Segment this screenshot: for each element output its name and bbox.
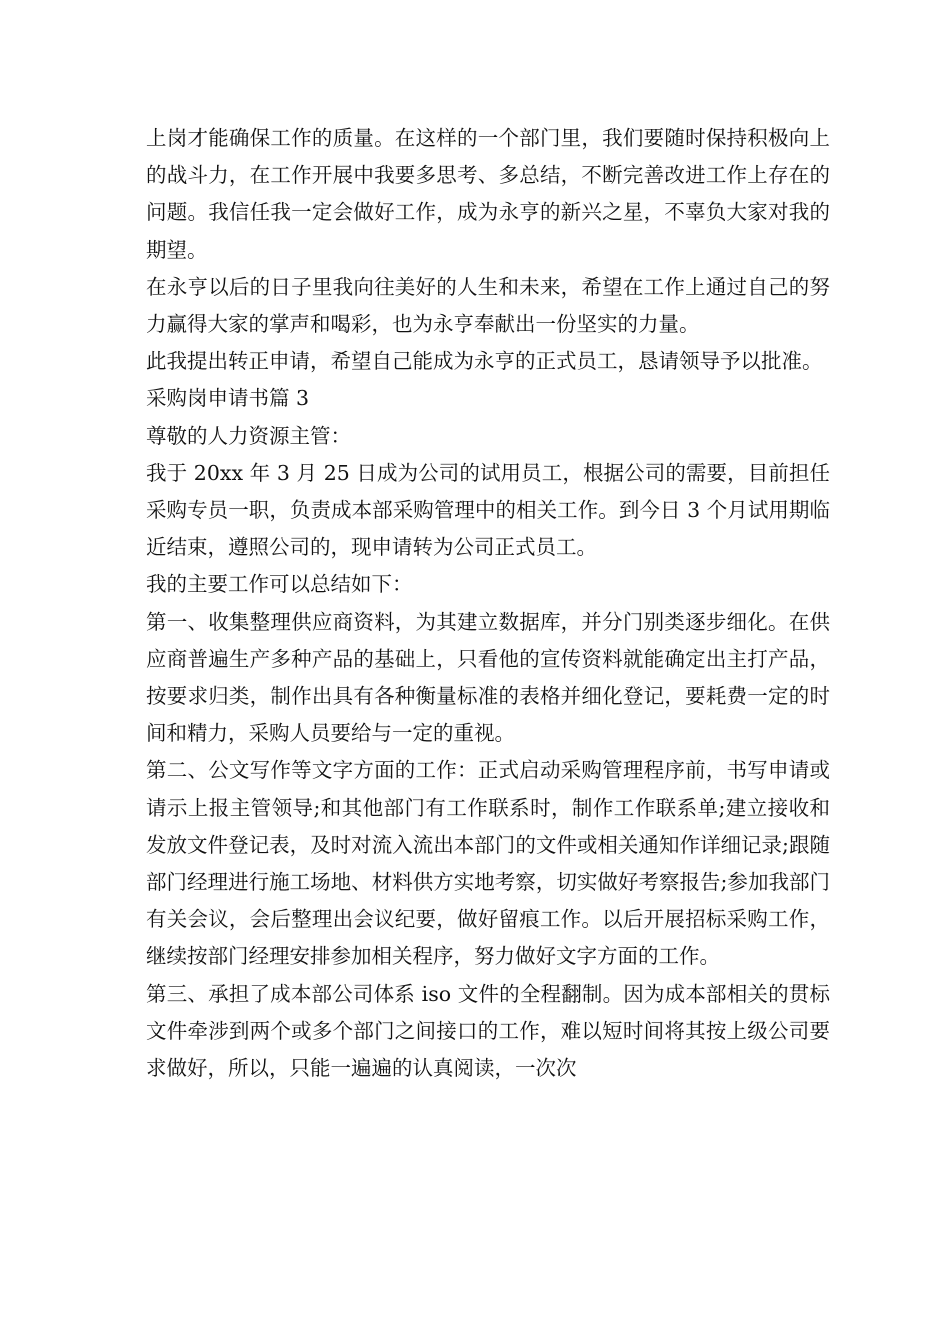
paragraph-quality-commitment: 上岗才能确保工作的质量。在这样的一个部门里，我们要随时保持积极向上的战斗力，在工作开展中我要多思考、多总结，不断完善改进工作上存在的问题。我信任我一定会做好工作，成为永亨的新兴之星，不辜负大家对我的期望。 xyxy=(146,126,830,262)
paragraph-future-hopes: 在永亨以后的日子里我向往美好的人生和未来，希望在工作上通过自己的努力赢得大家的掌声和喝彩，也为永亨奉献出一份坚实的力量。 xyxy=(146,274,830,337)
paragraph-application-request: 此我提出转正申请，希望自己能成为永亨的正式员工，恳请领导予以批准。 xyxy=(146,349,823,374)
paragraph-item-first: 第一、收集整理供应商资料，为其建立数据库，并分门别类逐步细化。在供应商普遍生产多种产品的基础上，只看他的宣传资料就能确定出主打产品，按要求归类，制作出具有各种衡量标准的表格并细化登记，要耗费一定的时间和精力，采购人员要给与一定的重视。 xyxy=(146,609,830,746)
paragraph-introduction: 我于 20xx 年 3 月 25 日成为公司的试用员工，根据公司的需要，目前担任采购专员一职，负责成本部采购管理中的相关工作。到今日 3 个月试用期临近结束，遵照公司的，现申请转为公司正式员工。 xyxy=(146,460,830,560)
paragraph-item-third: 第三、承担了成本部公司体系 iso 文件的全程翻制。因为成本部相关的贯标文件牵涉到两个或多个部门之间接口的工作，难以短时间将其按上级公司要求做好，所以，只能一遍遍的认真阅读，一次次 xyxy=(146,981,830,1081)
paragraph-summary-lead: 我的主要工作可以总结如下： xyxy=(146,572,413,597)
document-body xyxy=(146,120,830,1087)
salutation: 尊敬的人力资源主管： xyxy=(146,423,351,448)
paragraph-item-second: 第二、公文写作等文字方面的工作：正式启动采购管理程序前，书写申请或请示上报主管领导;和其他部门有工作联系时，制作工作联系单;建立接收和发放文件登记表，及时对流入流出本部门的文件或相关通知作详细记录;跟随部门经理进行施工场地、材料供方实地考察，切实做好考察报告;参加我部门有关会议，会后整理出会议纪要，做好留痕工作。以后开展招标采购工作，继续按部门经理安排参加相关程序，努力做好文字方面的工作。 xyxy=(146,758,830,969)
section-heading: 采购岗申请书篇 3 xyxy=(146,386,310,411)
